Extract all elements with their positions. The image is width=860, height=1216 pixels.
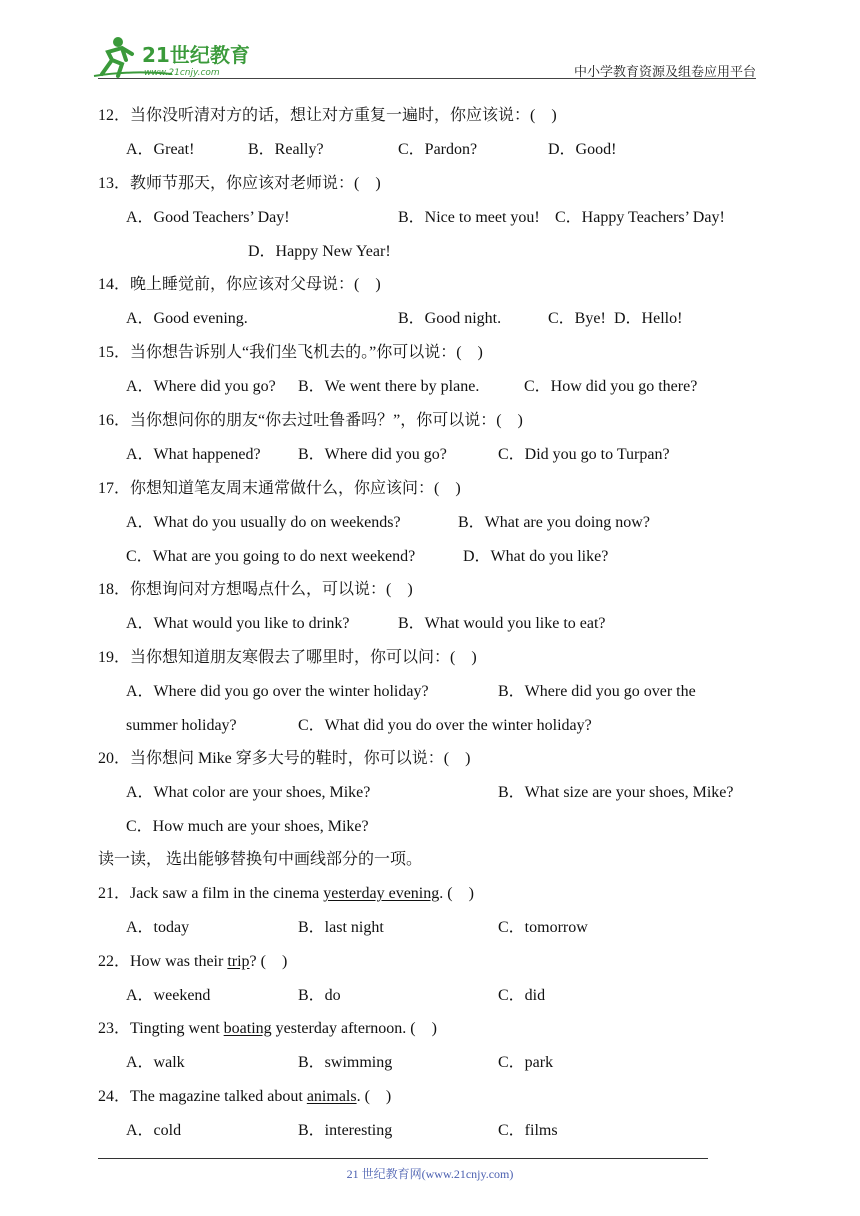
q21-option-a: A．today <box>126 919 190 936</box>
logo-sub-text: www.21cnjy.com <box>144 68 220 78</box>
question-23-stem: 23．Tingting went boating yesterday afternoon. ( ) <box>98 1020 437 1037</box>
question-16-stem: 16．当你想问你的朋友“你去过吐鲁番吗？”，你可以说：( ) <box>98 412 523 429</box>
question-17-stem: 17．你想知道笔友周末通常做什么，你应该问：( ) <box>98 480 461 497</box>
q24-option-b: B．interesting <box>298 1122 393 1139</box>
q22-option-b: B．do <box>298 987 341 1004</box>
q20-option-a: A．What color are your shoes, Mike? <box>126 784 371 801</box>
site-logo <box>92 34 262 80</box>
question-19-stem: 19．当你想知道朋友寒假去了哪里时，你可以问：( ) <box>98 649 477 666</box>
q13-option-b: B．Nice to meet you! <box>398 209 540 226</box>
q20-option-b: B．What size are your shoes, Mike? <box>498 784 734 801</box>
q13-option-a: A．Good Teachers’ Day! <box>126 209 290 226</box>
question-24-stem: 24．The magazine talked about animals. ( ) <box>98 1088 392 1105</box>
q18-option-b: B．What would you like to eat? <box>398 615 606 632</box>
q16-option-a: A．What happened? <box>126 446 261 463</box>
q15-option-b: B．We went there by plane. <box>298 378 480 395</box>
q14-option-b: B．Good night. <box>398 310 502 327</box>
section-instruction: 读一读， 选出能够替换句中画线部分的一项。 <box>98 851 423 868</box>
q19-option-b: B．Where did you go over the <box>498 683 696 700</box>
question-13-stem: 13．教师节那天，你应该对老师说：( ) <box>98 175 381 192</box>
q19-option-a: A．Where did you go over the winter holiday? <box>126 683 429 700</box>
q17-option-a: A．What do you usually do on weekends? <box>126 514 401 531</box>
q24-option-c: C．films <box>498 1122 558 1139</box>
q22-option-c: C．did <box>498 987 546 1004</box>
q24-option-a: A．cold <box>126 1122 182 1139</box>
logo-main-text: 21世纪教育 <box>142 43 250 67</box>
q17-option-d: D．What do you like? <box>463 548 609 565</box>
q16-option-c: C．Did you go to Turpan? <box>498 446 670 463</box>
q13-option-d: D．Happy New Year! <box>248 243 391 260</box>
q23-option-a: A．walk <box>126 1054 185 1071</box>
q20-option-c: C．How much are your shoes, Mike? <box>126 818 369 835</box>
question-18-stem: 18．你想询问对方想喝点什么，可以说：( ) <box>98 581 413 598</box>
platform-name: 中小学教育资源及组卷应用平台 <box>573 65 756 80</box>
q14-option-c: C．Bye! <box>548 310 606 327</box>
q21-option-c: C．tomorrow <box>498 919 588 936</box>
q12-option-d: D．Good! <box>548 141 617 158</box>
underlined-phrase: yesterday evening <box>323 885 440 902</box>
question-14-stem: 14．晚上睡觉前，你应该对父母说：( ) <box>98 276 381 293</box>
question-22-stem: 22．How was their trip? ( ) <box>98 953 288 970</box>
underlined-phrase: boating <box>223 1020 272 1037</box>
runner-logo-icon <box>92 34 262 80</box>
footer-link[interactable]: 21 世纪教育网(www.21cnjy.com) <box>346 1167 514 1181</box>
underlined-phrase: trip <box>227 953 250 970</box>
q17-option-b: B．What are you doing now? <box>458 514 650 531</box>
q23-option-c: C．park <box>498 1054 554 1071</box>
q17-option-c: C．What are you going to do next weekend? <box>126 548 416 565</box>
q12-option-c: C．Pardon? <box>398 141 478 158</box>
q18-option-a: A．What would you like to drink? <box>126 615 350 632</box>
question-21-stem: 21．Jack saw a film in the cinema yesterday evening. ( ) <box>98 885 474 902</box>
q15-option-c: C．How did you go there? <box>524 378 698 395</box>
question-12-stem: 12．当你没听清对方的话，想让对方重复一遍时，你应该说：( ) <box>98 107 557 124</box>
q12-option-b: B．Really? <box>248 141 324 158</box>
q21-option-b: B．last night <box>298 919 384 936</box>
header-divider <box>98 78 756 79</box>
footer-divider <box>98 1158 708 1159</box>
q15-option-a: A．Where did you go? <box>126 378 276 395</box>
q22-option-a: A．weekend <box>126 987 211 1004</box>
q23-option-b: B．swimming <box>298 1054 393 1071</box>
q13-option-c: C．Happy Teachers’ Day! <box>555 209 725 226</box>
question-15-stem: 15．当你想告诉别人“我们坐飞机去的。”你可以说：( ) <box>98 344 483 361</box>
question-20-stem: 20．当你想问 Mike 穿多大号的鞋时，你可以说：( ) <box>98 750 471 767</box>
q19-option-b-cont: summer holiday? <box>126 717 237 734</box>
q19-option-c: C．What did you do over the winter holiday? <box>298 717 592 734</box>
q14-option-a: A．Good evening. <box>126 310 248 327</box>
q16-option-b: B．Where did you go? <box>298 446 447 463</box>
q12-option-a: A．Great! <box>126 141 195 158</box>
underlined-phrase: animals <box>306 1088 357 1105</box>
q14-option-d: D．Hello! <box>614 310 683 327</box>
